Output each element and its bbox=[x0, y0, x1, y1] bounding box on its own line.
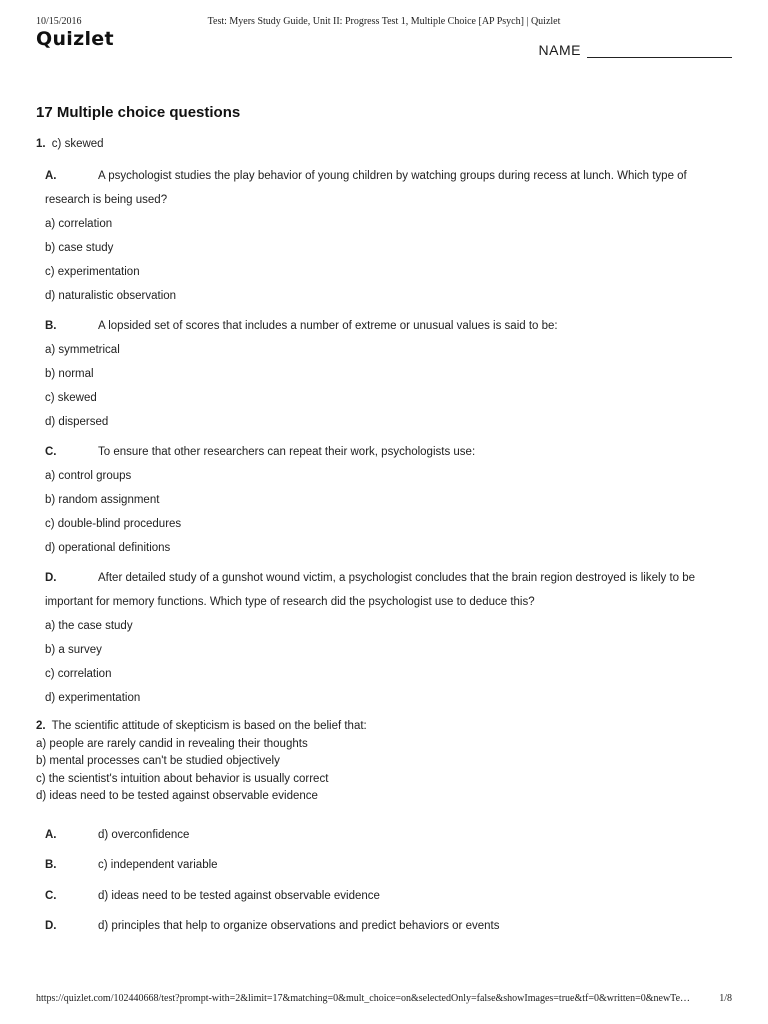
option-c[interactable] bbox=[45, 881, 732, 912]
choice: b) normal bbox=[45, 368, 94, 380]
option-letter: B. bbox=[45, 320, 57, 332]
choice: d) experimentation bbox=[45, 692, 141, 704]
choice: d) dispersed bbox=[45, 416, 109, 428]
option-b[interactable] bbox=[45, 314, 732, 434]
quizlet-logo: Quizlet bbox=[36, 28, 114, 50]
choice: a) symmetrical bbox=[45, 344, 120, 356]
option-letter: D. bbox=[45, 572, 57, 584]
question-prompt: c) skewed bbox=[51, 138, 104, 150]
choice: a) correlation bbox=[45, 218, 113, 230]
option-text: To ensure that other researchers can repeat their work, psychologists use: bbox=[98, 446, 476, 458]
option-letter: A. bbox=[45, 828, 57, 841]
option-text: c) independent variable bbox=[98, 859, 218, 871]
option-text: After detailed study of a gunshot wound victim, a psychologist concludes that the brain region destroyed is likely to be important for memory functions. Which type of research did the psychologist use to deduce this? bbox=[45, 572, 696, 608]
question-number: 2. bbox=[36, 720, 46, 732]
print-title: Test: Myers Study Guide, Unit II: Progress Test 1, Multiple Choice [AP Psych] | Quizlet bbox=[207, 16, 561, 27]
question-line: a) people are rarely candid in revealing their thoughts bbox=[36, 737, 308, 750]
name-field bbox=[539, 42, 732, 58]
option-text: A psychologist studies the play behavior of young children by watching groups during recess at lunch. Which type of research is being used? bbox=[45, 170, 687, 206]
choice: b) case study bbox=[45, 242, 114, 254]
section-title: 17 Multiple choice questions bbox=[36, 104, 241, 121]
option-d[interactable] bbox=[45, 911, 732, 942]
question-2-body bbox=[36, 718, 732, 806]
question-2 bbox=[36, 718, 732, 942]
option-text: d) principles that help to organize observations and predict behaviors or events bbox=[98, 920, 500, 932]
option-c[interactable] bbox=[45, 440, 732, 560]
option-text: d) ideas need to be tested against observable evidence bbox=[98, 889, 380, 902]
print-date: 10/15/2016 bbox=[36, 16, 82, 27]
choice: c) skewed bbox=[45, 392, 97, 404]
choice: b) a survey bbox=[45, 644, 102, 656]
option-text: A lopsided set of scores that includes a number of extreme or unusual values is said to be: bbox=[98, 320, 558, 332]
name-label: NAME bbox=[538, 42, 581, 58]
choice: a) the case study bbox=[45, 620, 133, 632]
question-1 bbox=[36, 138, 732, 710]
option-letter: B. bbox=[45, 859, 57, 871]
question-number: 1. bbox=[36, 138, 46, 150]
name-blank-line bbox=[587, 43, 732, 58]
option-letter: C. bbox=[45, 889, 57, 902]
option-letter: A. bbox=[45, 170, 57, 182]
option-letter: D. bbox=[45, 920, 57, 932]
option-a[interactable] bbox=[45, 820, 732, 851]
choice: d) operational definitions bbox=[45, 542, 171, 554]
choice: b) random assignment bbox=[45, 494, 160, 506]
choice: a) control groups bbox=[45, 470, 132, 482]
choice: c) double-blind procedures bbox=[45, 518, 182, 530]
choice: c) correlation bbox=[45, 668, 112, 680]
question-line: c) the scientist's intuition about behavior is usually correct bbox=[36, 772, 329, 785]
print-url: https://quizlet.com/102440668/test?prompt-with=2&limit=17&matching=0&mult_choice=on&selectedOnly=false&showImages=true&tf=0&written=0&newTe… bbox=[36, 993, 691, 1004]
test-content bbox=[36, 138, 732, 942]
choice: d) naturalistic observation bbox=[45, 290, 177, 302]
option-d[interactable] bbox=[45, 566, 732, 710]
question-line: d) ideas need to be tested against observable evidence bbox=[36, 790, 318, 802]
question-prompt: The scientific attitude of skepticism is based on the belief that: bbox=[51, 720, 367, 732]
choice: c) experimentation bbox=[45, 266, 140, 278]
option-letter: C. bbox=[45, 446, 57, 458]
option-text: d) overconfidence bbox=[98, 828, 190, 841]
option-a[interactable] bbox=[45, 164, 732, 308]
option-b[interactable] bbox=[45, 850, 732, 881]
page-number: 1/8 bbox=[719, 993, 732, 1004]
question-1-header bbox=[36, 138, 732, 150]
question-line: b) mental processes can't be studied objectively bbox=[36, 755, 280, 767]
